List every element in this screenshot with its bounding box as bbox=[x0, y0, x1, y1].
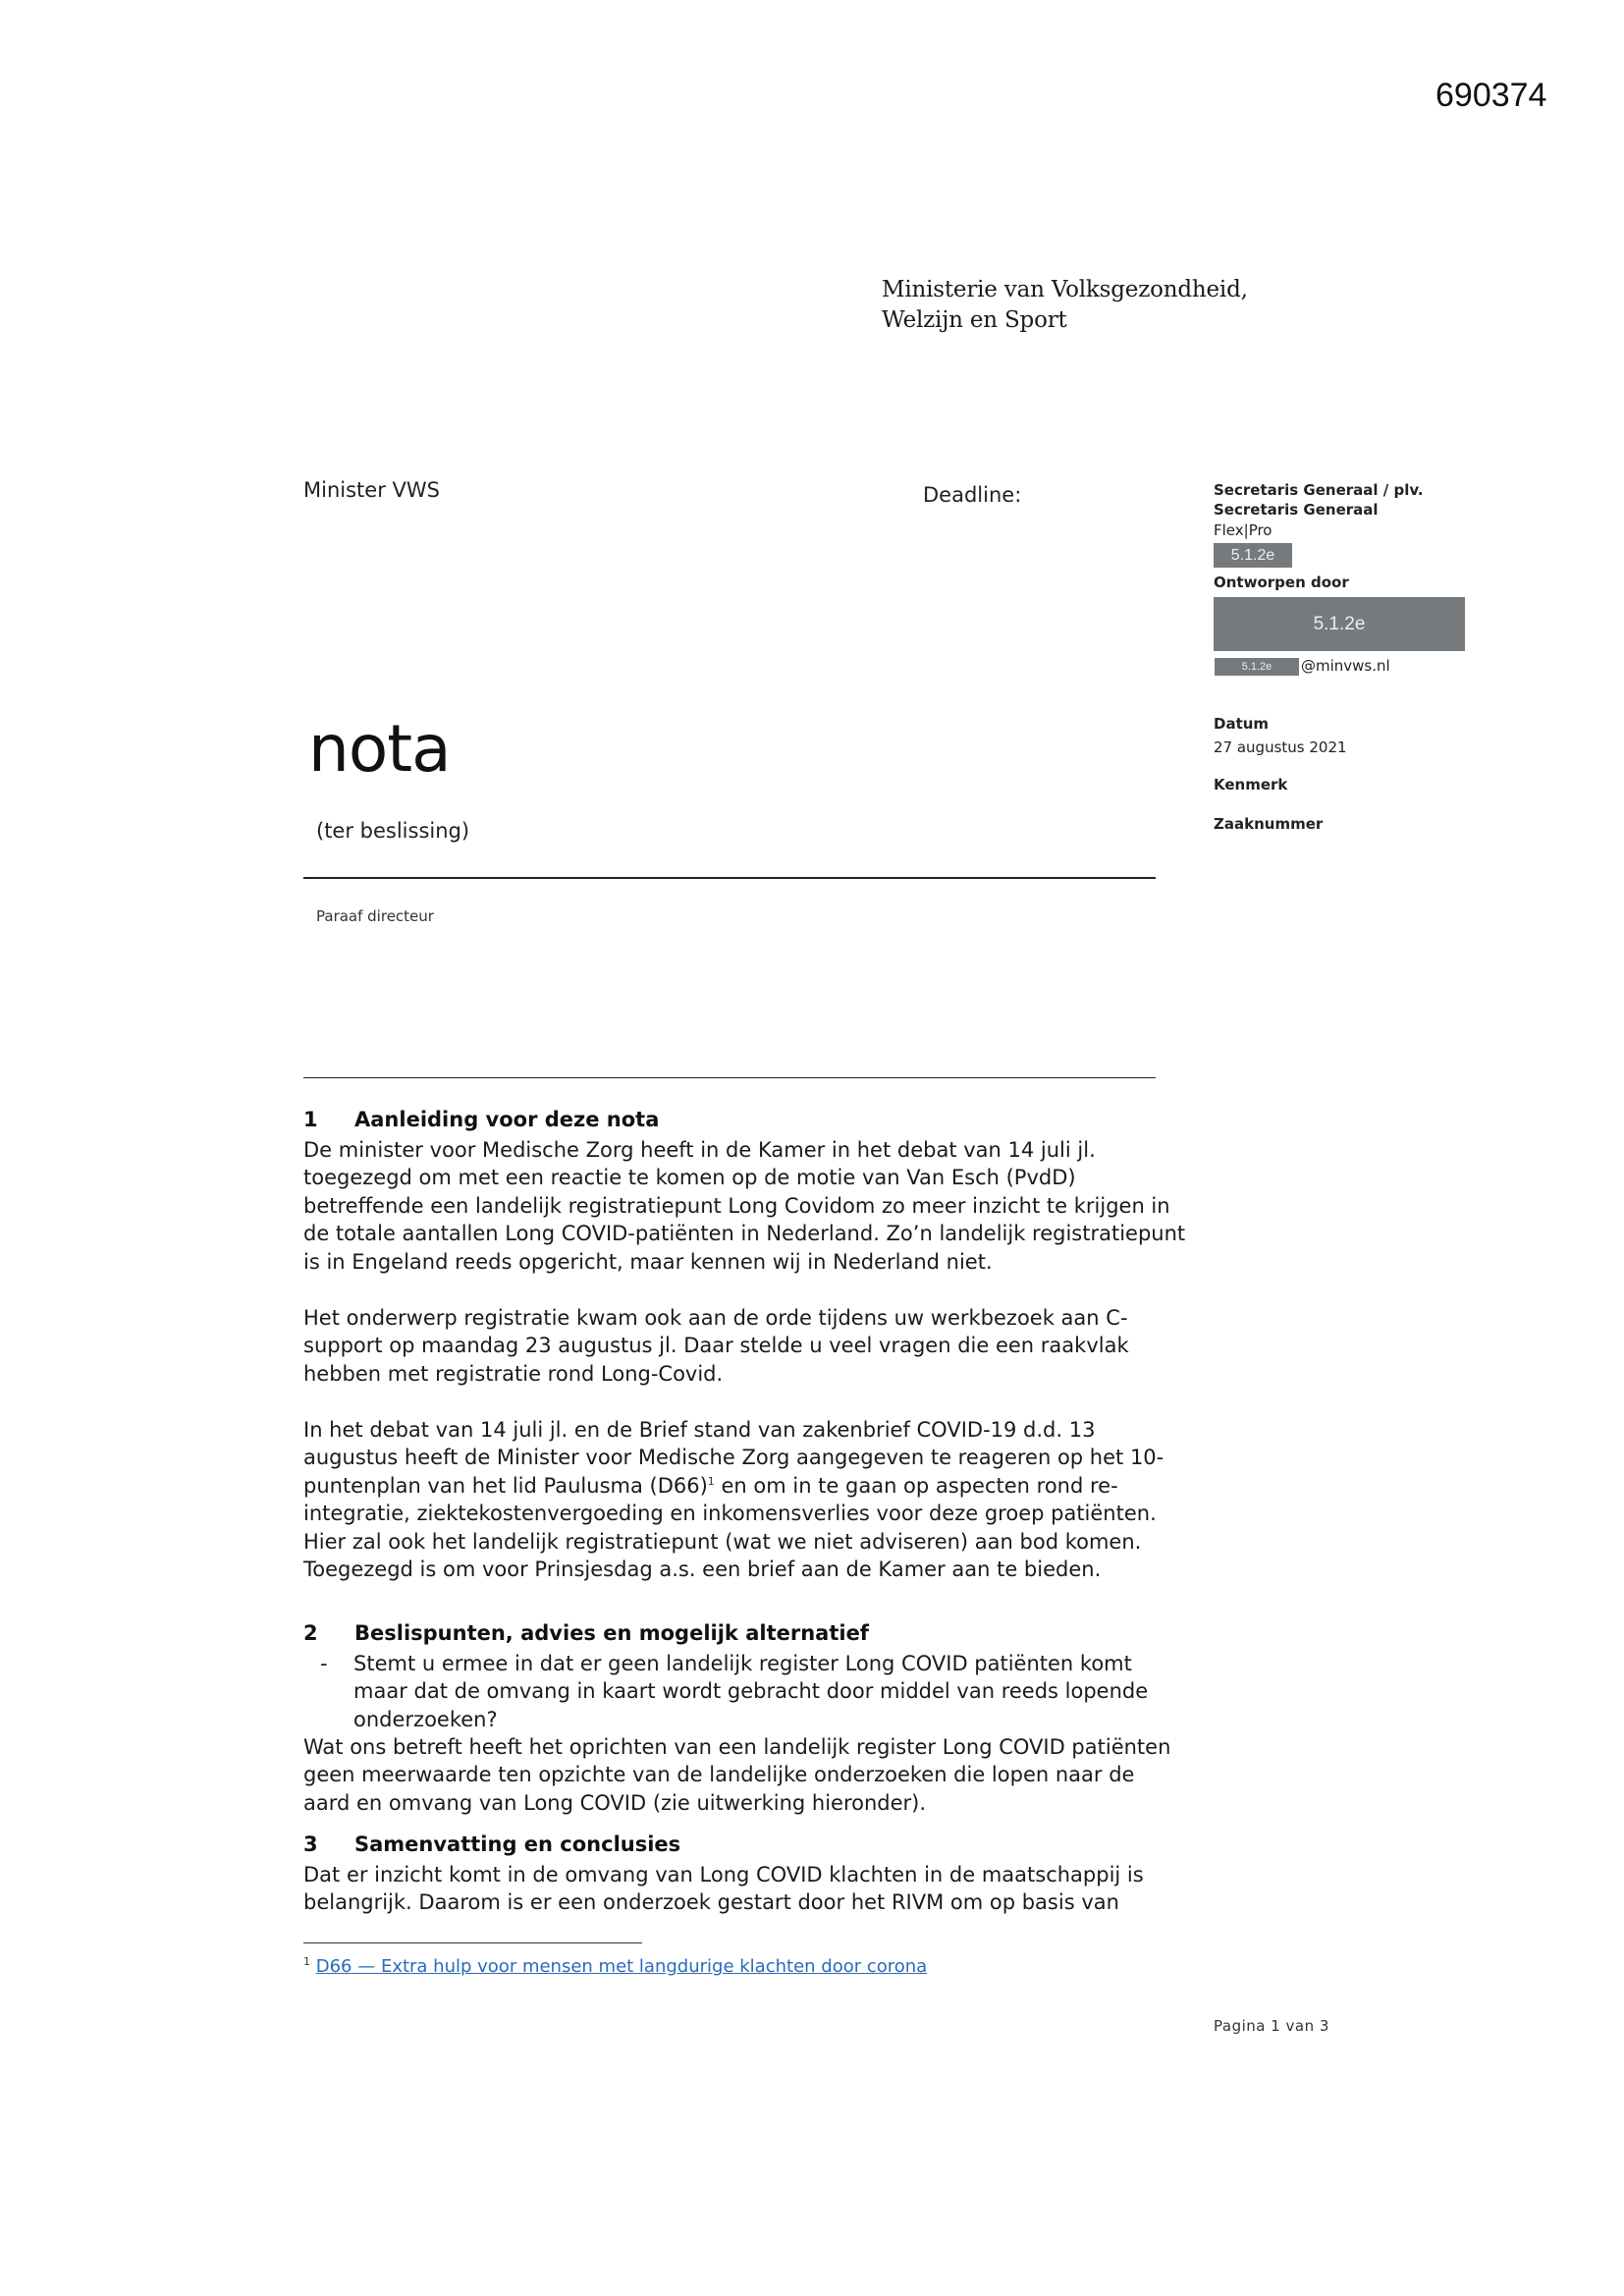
ministry-logo-text bbox=[882, 275, 1248, 336]
sidebar-datum-label: Datum bbox=[1214, 715, 1270, 733]
bullet-text: Stemt u ermee in dat er geen landelijk register Long COVID patiënten komt maar dat de omvang in kaart wordt gebracht door middel van reeds lopende onderzoeken? bbox=[353, 1652, 1149, 1731]
sidebar-email-domain: @minvws.nl bbox=[1301, 657, 1390, 675]
footnote-divider bbox=[303, 1942, 642, 1943]
redaction-box: 5.1.2e bbox=[1214, 597, 1465, 651]
footnote-reference[interactable]: 1 bbox=[707, 1474, 715, 1488]
section-3-heading bbox=[303, 1832, 680, 1856]
divider bbox=[303, 877, 1156, 879]
section-1-heading bbox=[303, 1108, 659, 1131]
ministry-line-2: Welzijn en Sport bbox=[882, 307, 1067, 333]
redaction-box: 5.1.2e bbox=[1215, 658, 1299, 676]
ministry-line-1: Ministerie van Volksgezondheid, bbox=[882, 277, 1248, 302]
divider bbox=[303, 1077, 1156, 1078]
sidebar-flexpro: Flex|Pro bbox=[1214, 521, 1272, 539]
sidebar-sg-line-2: Secretaris Generaal bbox=[1214, 501, 1379, 519]
section-1-paragraph-2 bbox=[303, 1304, 1187, 1388]
section-2-heading bbox=[303, 1621, 869, 1645]
section-title: Beslispunten, advies en mogelijk alternatief bbox=[354, 1621, 869, 1645]
document-subtitle: (ter beslissing) bbox=[316, 819, 470, 843]
paraaf-label: Paraaf directeur bbox=[316, 907, 434, 925]
section-title: Samenvatting en conclusies bbox=[354, 1832, 681, 1856]
paragraph-text-part: In het debat van 14 juli jl. en de Brief stand van zakenbrief COVID-19 d.d. 13 augustus heeft de Minister voor Medische Zorg aangegeven te reageren op het 10-puntenplan van het lid Paulusma (D66) bbox=[303, 1418, 1164, 1498]
footnote bbox=[303, 1956, 927, 1977]
section-number: 2 bbox=[303, 1621, 318, 1645]
paragraph-text-part: en om in te gaan op aspecten rond re-integratie, ziektekostenvergoeding en inkomensverlies voor deze groep patiënten. Hier zal ook het landelijk registratiepunt (wat we niet adviseren) aan bod komen. Toegezegd is om voor Prinsjesdag a.s. een brief aan de Kamer aan te bieden. bbox=[303, 1473, 1157, 1582]
bullet-dash: - bbox=[320, 1652, 328, 1675]
section-number: 1 bbox=[303, 1108, 318, 1131]
sidebar-kenmerk-label: Kenmerk bbox=[1214, 776, 1288, 793]
page-number: Pagina 1 van 3 bbox=[1214, 2017, 1329, 2035]
sidebar-datum-value: 27 augustus 2021 bbox=[1214, 738, 1347, 756]
footnote-link[interactable]: D66 — Extra hulp voor mensen met langdurige klachten door corona bbox=[315, 1956, 928, 1977]
sidebar-sg-line-1: Secretaris Generaal / plv. bbox=[1214, 481, 1424, 499]
section-1-paragraph-3 bbox=[303, 1416, 1187, 1583]
paragraph-text: Wat ons betreft heeft het oprichten van een landelijk register Long COVID patiënten geen meerwaarde ten opzichte van de landelijke onderzoeken die lopen naar de aard en omvang van Long COVID (zie uitwerking hieronder). bbox=[303, 1735, 1171, 1815]
decision-bullet bbox=[320, 1650, 1184, 1733]
sidebar-zaaknummer-label: Zaaknummer bbox=[1214, 815, 1324, 833]
section-2-paragraph-1 bbox=[303, 1733, 1187, 1817]
footnote-number: 1 bbox=[303, 1955, 310, 1968]
section-number: 3 bbox=[303, 1832, 318, 1856]
section-3-paragraph-1 bbox=[303, 1861, 1187, 1917]
document-title: nota bbox=[308, 711, 451, 787]
section-title: Aanleiding voor deze nota bbox=[354, 1108, 660, 1131]
addressee: Minister VWS bbox=[303, 478, 440, 502]
paragraph-text: Het onderwerp registratie kwam ook aan de orde tijdens uw werkbezoek aan C-support op maandag 23 augustus jl. Daar stelde u veel vragen die een raakvlak hebben met registratie rond Long-Covid. bbox=[303, 1306, 1129, 1386]
section-1-paragraph-1 bbox=[303, 1136, 1187, 1276]
paragraph-text bbox=[303, 1416, 1187, 1583]
document-number: 690374 bbox=[1435, 77, 1547, 114]
sidebar-ontworpen-label: Ontworpen door bbox=[1214, 574, 1349, 591]
redaction-box: 5.1.2e bbox=[1214, 543, 1292, 568]
paragraph-text: De minister voor Medische Zorg heeft in de Kamer in het debat van 14 juli jl. toegezegd om met een reactie te komen op de motie van Van Esch (PvdD) betreffende een landelijk registratiepunt Long Covidom zo meer inzicht te krijgen in de totale aantallen Long COVID-patiënten in Nederland. Zo’n landelijk registratiepunt is in Engeland reeds opgericht, maar kennen wij in Nederland niet. bbox=[303, 1138, 1186, 1274]
deadline-label: Deadline: bbox=[923, 483, 1022, 507]
paragraph-text: Dat er inzicht komt in de omvang van Long COVID klachten in de maatschappij is belangrijk. Daarom is er een onderzoek gestart door het RIVM om op basis van bbox=[303, 1863, 1144, 1915]
